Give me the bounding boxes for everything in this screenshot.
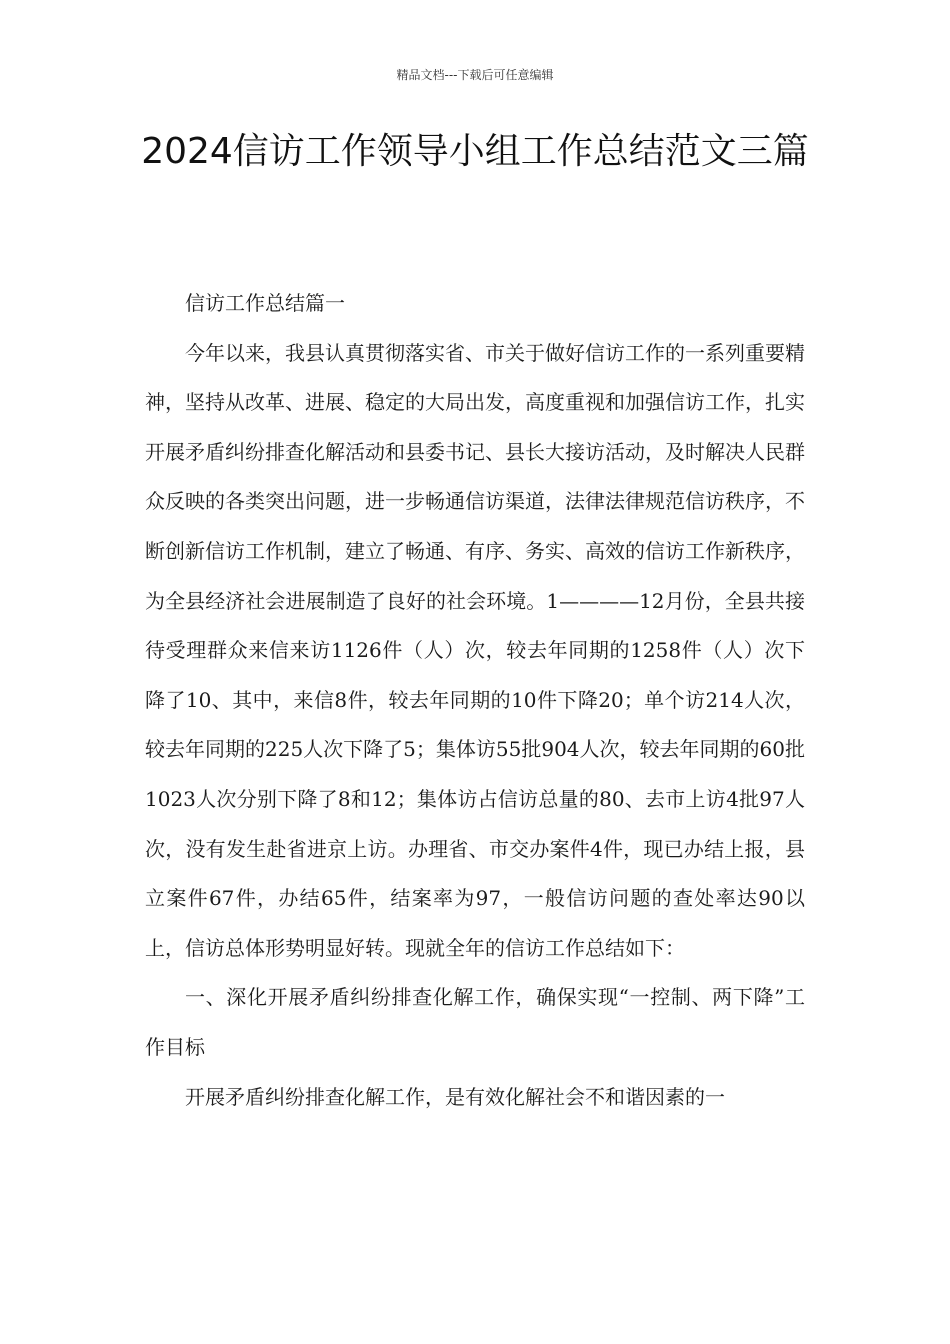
subsection-heading: 一、深化开展矛盾纠纷排查化解工作，确保实现“一控制、两下降”工作目标 bbox=[145, 985, 805, 1059]
body-paragraph: 开展矛盾纠纷排查化解工作，是有效化解社会不和谐因素的一 bbox=[185, 1084, 725, 1109]
section-heading: 信访工作总结篇一 bbox=[185, 291, 345, 315]
header-note: 精品文档---下载后可任意编辑 bbox=[396, 68, 554, 82]
body-paragraph: 今年以来，我县认真贯彻落实省、市关于做好信访工作的一系列重要精神，坚持从改革、进展、稳定的大局出发，高度重视和加强信访工作，扎实开展矛盾纠纷排查化解活动和县委书记、县长大接访活动，及时解决人民群众反映的各类突出问题，进一步畅通信访渠道，法律法律规范信访秩序，不断创新信访工作机制，建立了畅通、有序、务实、高效的信访工作新秩序，为全县经济社会进展制造了良好的社会环境。1————12月份，全县共接待受理群众来信来访1126件（人）次，较去年同期的1258件（人）次下降了10、其中，来信8件，较去年同期的10件下降20；单个访214人次，较去年同期的225人次下降了5；集体访55批904人次，较去年同期的60批1023人次分别下降了8和12；集体访占信访总量的80、去市上访4批97人次，没有发生赴省进京上访。办理省、市交办案件4件，现已办结上报，县立案件67件，办结65件，结案率为97，一般信访问题的查处率达90以上，信访总体形势明显好转。现就全年的信访工作总结如下： bbox=[145, 340, 805, 960]
document-body bbox=[145, 279, 805, 1122]
document-title: 2024信访工作领导小组工作总结范文三篇 bbox=[141, 131, 809, 172]
